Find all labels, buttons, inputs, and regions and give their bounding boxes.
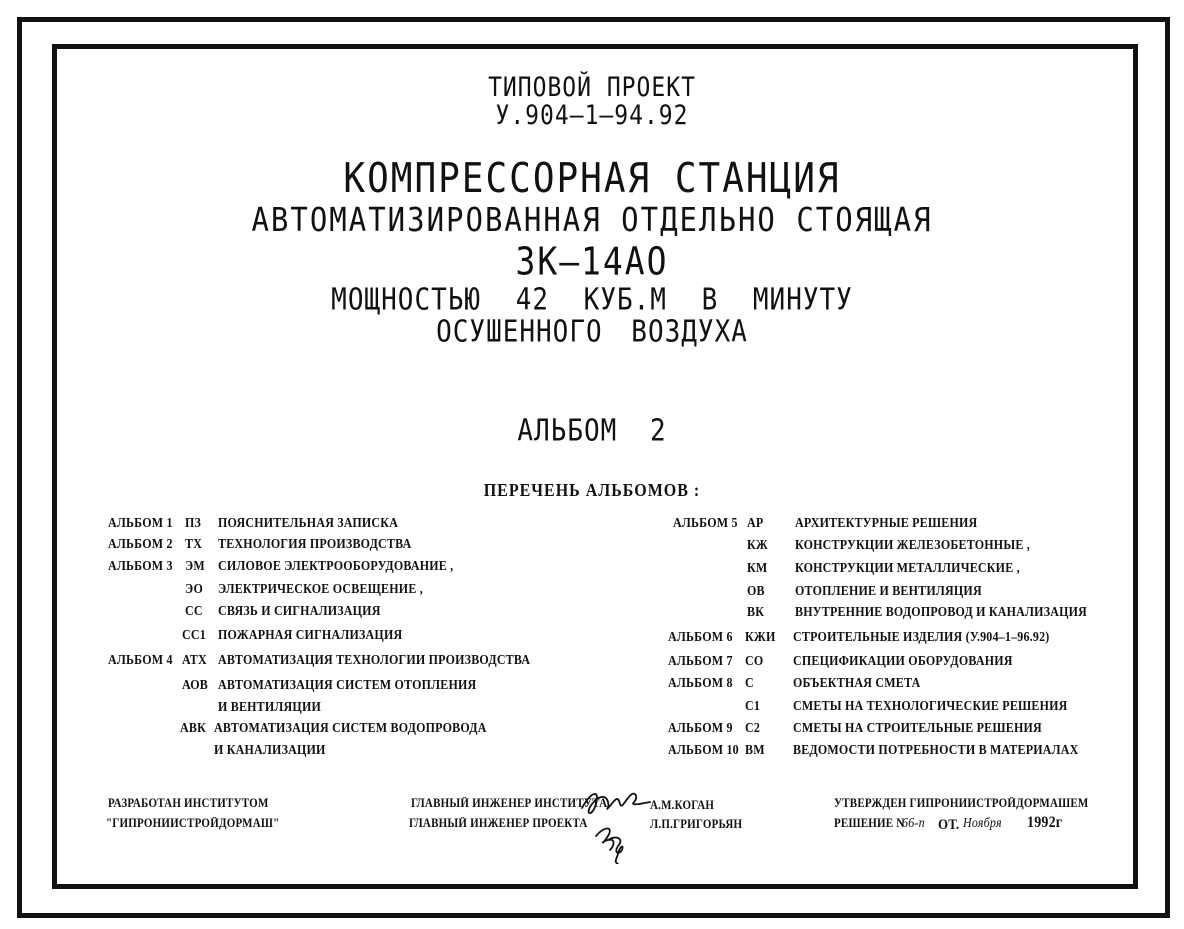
right-row-code: ОВ — [747, 583, 765, 599]
left-row-album: АЛЬБОМ 2 — [108, 536, 173, 552]
chief-engineer-institute-label: ГЛАВНЫЙ ИНЖЕНЕР ИНСТИТУТА — [411, 797, 608, 811]
left-row-code: ТХ — [185, 536, 203, 552]
right-row-code: С1 — [745, 698, 761, 714]
right-row-name: АРХИТЕКТУРНЫЕ РЕШЕНИЯ — [795, 515, 978, 531]
title-line-2: АВТОМАТИЗИРОВАННАЯ ОТДЕЛЬНО СТОЯЩАЯ — [251, 200, 933, 240]
album-number: АЛЬБОМ 2 — [517, 414, 667, 449]
right-row-code: ВК — [747, 604, 765, 620]
left-row-album: АЛЬБОМ 3 — [108, 558, 173, 574]
right-row-code: СО — [745, 653, 764, 669]
chief-engineer-project-label: ГЛАВНЫЙ ИНЖЕНЕР ПРОЕКТА — [409, 817, 588, 831]
right-row-name: КОНСТРУКЦИИ ЖЕЛЕЗОБЕТОННЫЕ , — [795, 537, 1030, 553]
name-2: Л.П.ГРИГОРЬЯН — [650, 818, 743, 832]
left-row-name: СВЯЗЬ И СИГНАЛИЗАЦИЯ — [218, 603, 381, 619]
left-row-name: ТЕХНОЛОГИЯ ПРОИЗВОДСТВА — [218, 536, 412, 552]
right-row-name: СТРОИТЕЛЬНЫЕ ИЗДЕЛИЯ (У.904–1–96.92) — [793, 629, 1050, 645]
right-row-code: КЖИ — [745, 629, 776, 645]
left-row-code: СС — [185, 603, 203, 619]
decision-prefix: РЕШЕНИЕ N — [834, 817, 905, 831]
left-row-code: АВК — [180, 720, 206, 736]
left-row-album: АЛЬБОМ 1 — [108, 515, 173, 531]
approved-by: УТВЕРЖДЕН ГИПРОНИИСТРОЙДОРМАШЕМ — [834, 797, 1089, 811]
right-row-name: ВНУТРЕННИЕ ВОДОПРОВОД И КАНАЛИЗАЦИЯ — [795, 604, 1088, 620]
right-row-code: С — [745, 675, 754, 691]
left-row-code: АОВ — [182, 677, 209, 693]
institute-name: "ГИПРОНИИСТРОЙДОРМАШ" — [106, 817, 280, 831]
title-line-1: КОМПРЕССОРНАЯ СТАНЦИЯ — [343, 155, 841, 203]
from-label: ОТ. — [938, 816, 960, 833]
project-type: ТИПОВОЙ ПРОЕКТ — [488, 73, 696, 103]
right-row-name: СМЕТЫ НА СТРОИТЕЛЬНЫЕ РЕШЕНИЯ — [793, 720, 1042, 736]
title-line-5: ОСУШЕННОГО ВОЗДУХА — [436, 315, 748, 350]
right-row-name: ОТОПЛЕНИЕ И ВЕНТИЛЯЦИЯ — [795, 583, 982, 599]
left-row-name: ЭЛЕКТРИЧЕСКОЕ ОСВЕЩЕНИЕ , — [218, 581, 423, 597]
album-list-heading: ПЕРЕЧЕНЬ АЛЬБОМОВ : — [483, 481, 701, 501]
left-row-code: СС1 — [182, 627, 206, 643]
left-row-name: АВТОМАТИЗАЦИЯ ТЕХНОЛОГИИ ПРОИЗВОДСТВА — [218, 652, 531, 668]
right-row-code: КЖ — [747, 537, 768, 553]
right-row-album: АЛЬБОМ 9 — [668, 720, 733, 736]
left-row-name: СИЛОВОЕ ЭЛЕКТРООБОРУДОВАНИЕ , — [218, 558, 454, 574]
title-line-3: ЗК–14АО — [515, 239, 669, 284]
year: 1992г — [1027, 815, 1063, 832]
date-month: Ноября — [963, 815, 1002, 831]
title-line-4: МОЩНОСТЬЮ 42 КУБ.М В МИНУТУ — [331, 283, 853, 318]
right-row-name: СПЕЦИФИКАЦИИ ОБОРУДОВАНИЯ — [793, 653, 1013, 669]
left-row-code: АТХ — [182, 652, 207, 668]
right-row-code: КМ — [747, 560, 768, 576]
right-row-name: СМЕТЫ НА ТЕХНОЛОГИЧЕСКИЕ РЕШЕНИЯ — [793, 698, 1068, 714]
right-row-album: АЛЬБОМ 10 — [668, 742, 739, 758]
right-row-name: ОБЪЕКТНАЯ СМЕТА — [793, 675, 921, 691]
right-row-album: АЛЬБОМ 5 — [673, 515, 738, 531]
project-code: У.904–1–94.92 — [495, 101, 689, 131]
decision-number: 66-п — [902, 815, 925, 831]
left-row-name: АВТОМАТИЗАЦИЯ СИСТЕМ ОТОПЛЕНИЯ — [218, 677, 477, 693]
left-row-name: ПОЯСНИТЕЛЬНАЯ ЗАПИСКА — [218, 515, 399, 531]
left-row-code: ЭМ — [185, 558, 205, 574]
right-row-code: ВМ — [745, 742, 765, 758]
left-row-name: ПОЖАРНАЯ СИГНАЛИЗАЦИЯ — [218, 627, 403, 643]
name-1: А.М.КОГАН — [650, 799, 715, 813]
left-row-code: ЭО — [185, 581, 204, 597]
right-row-album: АЛЬБОМ 7 — [668, 653, 733, 669]
right-row-album: АЛЬБОМ 6 — [668, 629, 733, 645]
left-row-name: И КАНАЛИЗАЦИИ — [214, 742, 326, 758]
right-row-album: АЛЬБОМ 8 — [668, 675, 733, 691]
signature-1 — [578, 784, 658, 864]
left-row-code: ПЗ — [185, 515, 202, 531]
left-row-name: И ВЕНТИЛЯЦИИ — [218, 699, 322, 715]
right-row-code: АР — [747, 515, 764, 531]
right-row-code: С2 — [745, 720, 761, 736]
left-row-album: АЛЬБОМ 4 — [108, 652, 173, 668]
right-row-name: КОНСТРУКЦИИ МЕТАЛЛИЧЕСКИЕ , — [795, 560, 1020, 576]
developed-by: РАЗРАБОТАН ИНСТИТУТОМ — [108, 797, 269, 811]
right-row-name: ВЕДОМОСТИ ПОТРЕБНОСТИ В МАТЕРИАЛАХ — [793, 742, 1079, 758]
left-row-name: АВТОМАТИЗАЦИЯ СИСТЕМ ВОДОПРОВОДА — [214, 720, 487, 736]
